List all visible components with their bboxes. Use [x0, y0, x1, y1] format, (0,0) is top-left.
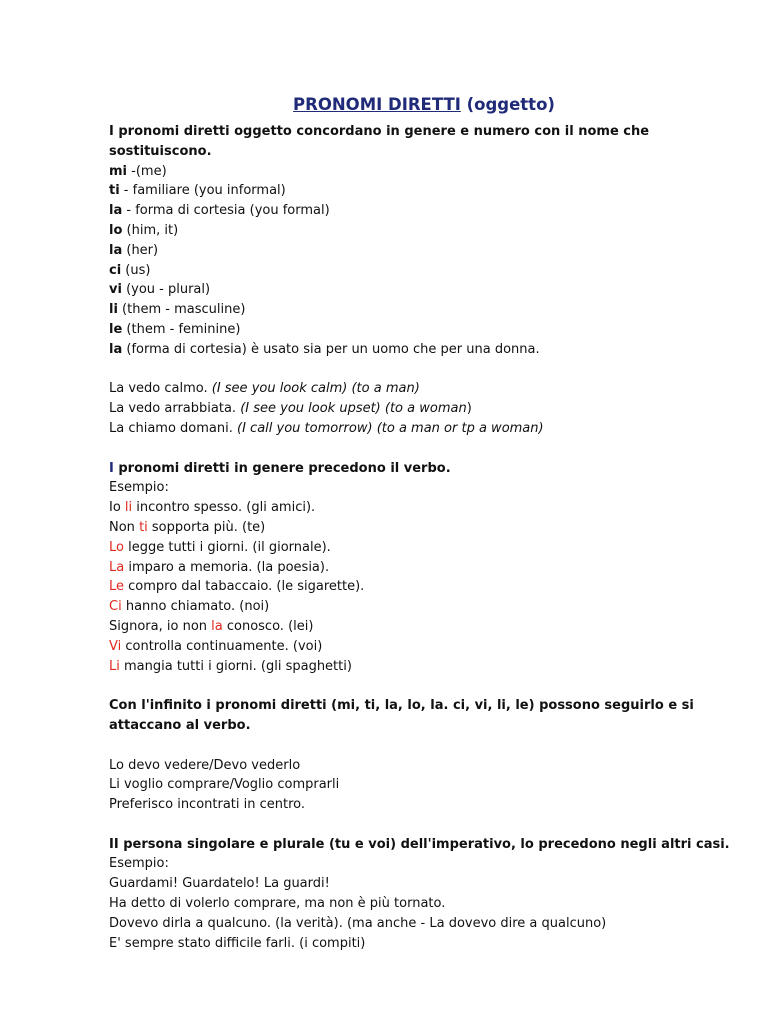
intro-paragraph: I pronomi diretti oggetto concordano in genere e numero con il nome che sostituiscono.	[109, 124, 650, 159]
section-heading: II persona singolare e plurale (tu e voi) dell'imperativo, lo precedono negli altri casi.	[109, 836, 730, 852]
page-title	[139, 94, 709, 116]
spacer	[109, 360, 709, 380]
example-label: Esempio:	[109, 856, 169, 872]
spacer	[109, 815, 709, 835]
title-sub: (oggetto)	[460, 95, 555, 114]
pronoun-list	[109, 162, 709, 360]
example-line: Le compro dal tabaccaio. (le sigarette).	[109, 579, 365, 595]
example-line: La vedo calmo. (I see you look calm) (to a man)	[109, 381, 420, 397]
example-line: Vi controlla continuamente. (voi)	[109, 638, 323, 654]
example-line: Li voglio comprare/Voglio comprarli	[109, 777, 340, 793]
example-line: La vedo arrabbiata. (I see you look upset) (to a woman)	[109, 401, 472, 417]
pronoun-item: le (them - feminine)	[109, 321, 241, 337]
section-heading: Con l'infinito i pronomi diretti (mi, ti, la, lo, la. ci, vi, li, le) possono seguirlo e si attaccano al verbo.	[109, 698, 694, 733]
section-heading: I pronomi diretti in genere precedono il verbo.	[109, 460, 451, 476]
title-main: PRONOMI DIRETTI	[293, 95, 461, 114]
example-list-formal	[109, 379, 709, 438]
spacer	[109, 439, 709, 459]
pronoun-item: la (forma di cortesia) è usato sia per un uomo che per una donna.	[109, 341, 540, 357]
example-line: Ha detto di volerlo comprare, ma non è più tornato.	[109, 896, 446, 912]
pronoun-item: lo (him, it)	[109, 222, 179, 238]
example-line: Non ti sopporta più. (te)	[109, 519, 266, 535]
example-line: Lo legge tutti i giorni. (il giornale).	[109, 539, 331, 555]
section-position	[109, 459, 709, 677]
spacer	[109, 676, 709, 696]
document-page	[109, 94, 730, 953]
example-line: Guardami! Guardatelo! La guardi!	[109, 876, 330, 892]
pronoun-item: la (her)	[109, 242, 159, 258]
section-infinitive	[109, 696, 709, 815]
example-line: Lo devo vedere/Devo vederlo	[109, 757, 301, 773]
example-line: Preferisco incontrati in centro.	[109, 797, 306, 813]
example-label: Esempio:	[109, 480, 169, 496]
example-line: Ci hanno chiamato. (noi)	[109, 599, 270, 615]
example-line: Io li incontro spesso. (gli amici).	[109, 500, 316, 516]
example-line: Signora, io non la conosco. (lei)	[109, 618, 314, 634]
example-line: E' sempre stato difficile farli. (i compiti)	[109, 935, 366, 951]
pronoun-item: la - forma di cortesia (you formal)	[109, 203, 330, 219]
pronoun-item: vi (you - plural)	[109, 282, 211, 298]
pronoun-item: ci (us)	[109, 262, 151, 278]
example-line: Li mangia tutti i giorni. (gli spaghetti)	[109, 658, 352, 674]
example-line: Dovevo dirla a qualcuno. (la verità). (ma anche - La dovevo dire a qualcuno)	[109, 915, 607, 931]
pronoun-item: li (them - masculine)	[109, 302, 246, 318]
pronoun-item: mi -(me)	[109, 163, 167, 179]
example-line: La imparo a memoria. (la poesia).	[109, 559, 330, 575]
spacer	[109, 736, 709, 756]
section-imperative	[109, 835, 730, 954]
pronoun-item: ti - familiare (you informal)	[109, 183, 286, 199]
example-line: La chiamo domani. (I call you tomorrow) (to a man or tp a woman)	[109, 420, 544, 436]
